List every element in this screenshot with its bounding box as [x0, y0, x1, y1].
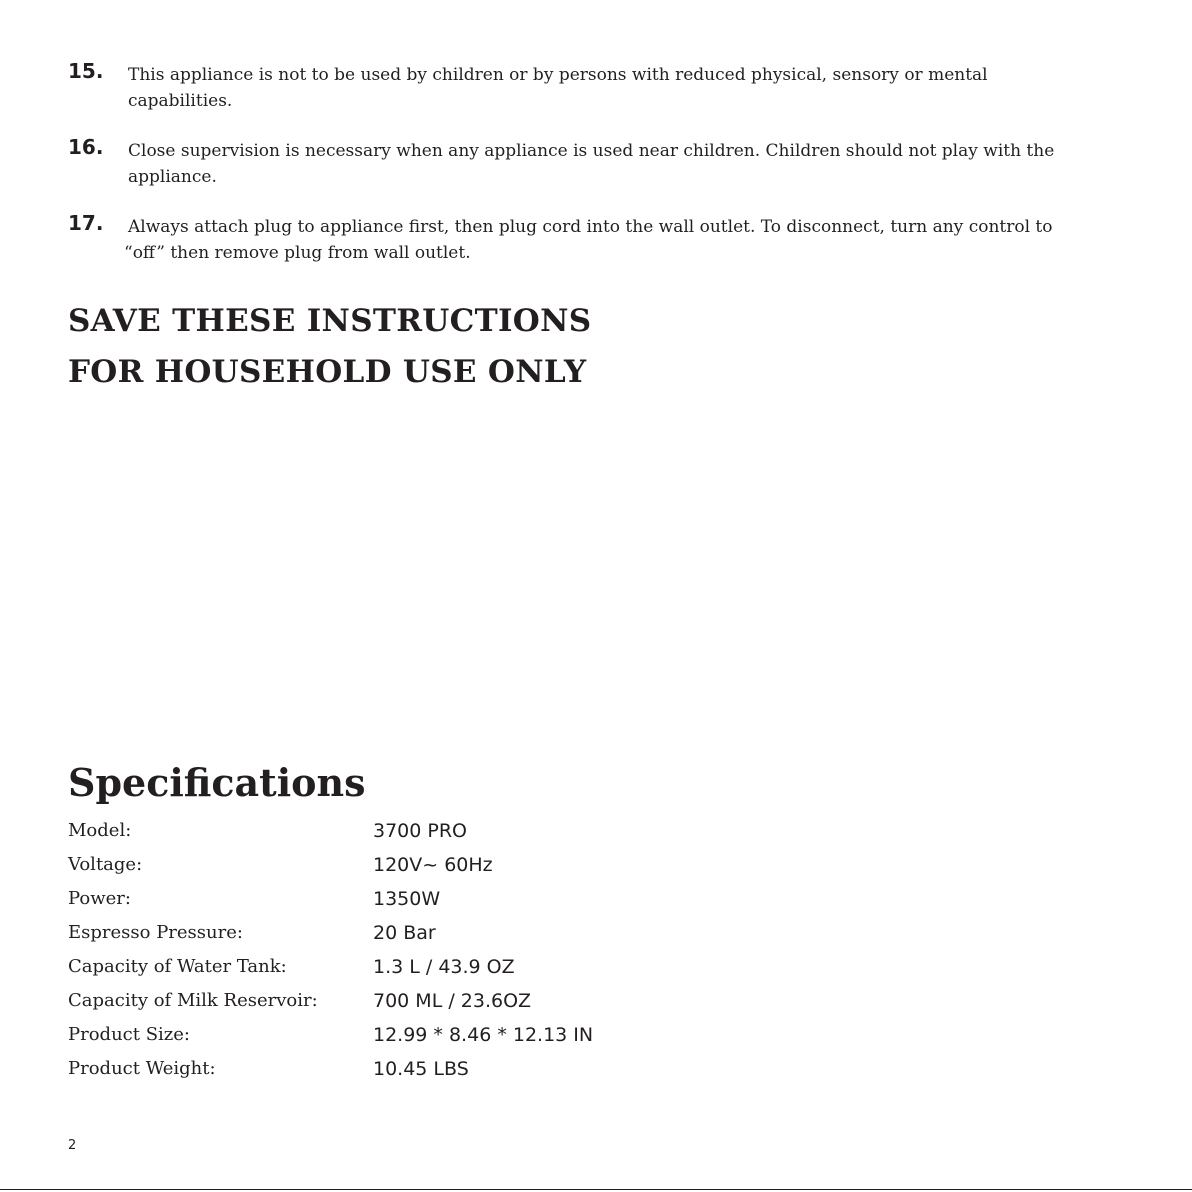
spec-value: 700 ML / 23.6OZ: [373, 990, 532, 1012]
item-text: [128, 62, 1128, 114]
save-instructions-heading: SAVE THESE INSTRUCTIONS: [68, 303, 592, 339]
spec-label: Power:: [68, 888, 131, 909]
spec-label: Capacity of Water Tank:: [68, 956, 287, 977]
spec-row-voltage: [68, 854, 768, 884]
item-text-line: This appliance is not to be used by children or by persons with reduced physical, sensory or mental: [128, 65, 988, 85]
item-text-line: “off” then remove plug from wall outlet.: [124, 243, 471, 263]
spec-label: Model:: [68, 820, 132, 841]
spec-label: Product Weight:: [68, 1058, 216, 1079]
spec-row-model: [68, 820, 768, 850]
spec-value: 120V~ 60Hz: [373, 854, 493, 876]
item-text: [128, 138, 1128, 190]
spec-label: Capacity of Milk Reservoir:: [68, 990, 318, 1011]
spec-row-milk-reservoir: [68, 990, 768, 1020]
household-use-heading: FOR HOUSEHOLD USE ONLY: [68, 354, 587, 390]
spec-value: 3700 PRO: [373, 820, 468, 842]
spec-row-product-size: [68, 1024, 768, 1054]
spec-value: 1350W: [373, 888, 441, 910]
page-number: 2: [68, 1138, 77, 1153]
item-text-line: Close supervision is necessary when any appliance is used near children. Children should not play with the: [128, 141, 1055, 161]
spec-row-water-tank: [68, 956, 768, 986]
spec-value: 1.3 L / 43.9 OZ: [373, 956, 515, 978]
spec-label: Espresso Pressure:: [68, 922, 243, 943]
item-text-line: capabilities.: [128, 91, 233, 111]
spec-row-power: [68, 888, 768, 918]
spec-value: 12.99 * 8.46 * 12.13 IN: [373, 1024, 594, 1046]
item-text-line: Always attach plug to appliance first, then plug cord into the wall outlet. To disconnect, turn any control to: [128, 217, 1053, 237]
spec-label: Product Size:: [68, 1024, 190, 1045]
item-number: 15.: [68, 59, 104, 83]
item-number: 17.: [68, 211, 104, 235]
spec-value: 20 Bar: [373, 922, 436, 944]
item-number: 16.: [68, 135, 104, 159]
bottom-rule: [0, 1189, 1192, 1190]
specifications-title: Specifications: [68, 760, 366, 805]
spec-label: Voltage:: [68, 854, 143, 875]
spec-value: 10.45 LBS: [373, 1058, 469, 1080]
spec-row-espresso-pressure: [68, 922, 768, 952]
spec-row-product-weight: [68, 1058, 768, 1088]
item-text: [124, 214, 1128, 266]
item-text-line: appliance.: [128, 167, 217, 187]
